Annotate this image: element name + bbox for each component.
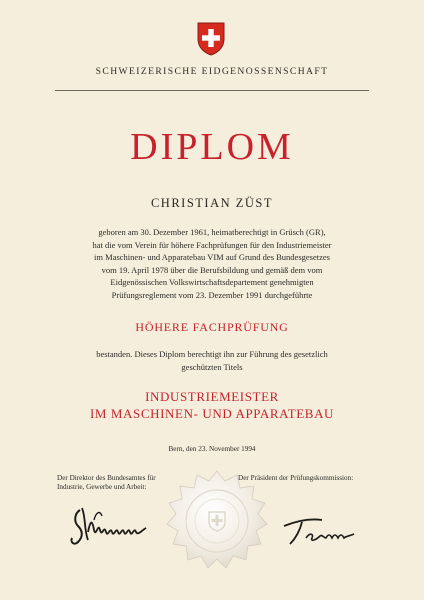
passed-line: geschützten Titels xyxy=(181,361,243,372)
embossed-seal-icon xyxy=(165,469,269,573)
body-line: geboren am 30. Dezember 1961, heimatberechtigt in Grüsch (GR), xyxy=(98,227,326,237)
left-label-line: Industrie, Gewerbe und Arbeit: xyxy=(57,483,147,492)
degree-line: IM MASCHINEN- UND APPARATEBAU xyxy=(89,406,335,421)
left-signatory-label xyxy=(57,474,156,493)
recipient-name: CHRISTIAN ZÜST xyxy=(150,196,274,210)
body-line: Prüfungsreglement vom 23. Dezember 1991 durchgeführte xyxy=(111,289,313,300)
body-line: Eidgenössischen Volkswirtschaftsdepartement genehmigten xyxy=(110,277,314,288)
degree-line: INDUSTRIEMEISTER xyxy=(145,389,279,404)
swiss-cross-crest-icon xyxy=(197,22,225,56)
left-label-line: Der Direktor des Bundesamtes für xyxy=(57,474,156,482)
passed-text xyxy=(0,348,424,373)
degree-title xyxy=(0,388,424,422)
confederation-heading: SCHWEIZERISCHE EIDGENOSSENSCHAFT xyxy=(95,66,329,77)
diploma-body xyxy=(0,226,424,302)
body-line: im Maschinen- und Apparatebau VIM auf Grund des Bundesgesetzes xyxy=(94,252,330,263)
body-line: vom 19. April 1978 über die Berufsbildung und gemäß dem vom xyxy=(101,264,323,275)
body-line: hat die vom Verein für höhere Fachprüfungen für den Industriemeister xyxy=(92,239,332,250)
top-divider xyxy=(55,90,369,91)
diploma-title: DIPLOM xyxy=(130,126,294,168)
place-date: Bern, den 23. November 1994 xyxy=(168,445,256,453)
left-signature-icon xyxy=(66,500,156,550)
passed-line: bestanden. Dieses Diplom berechtigt ihn zur Führung des gesetzlich xyxy=(96,349,328,359)
exam-title: HÖHERE FACHPRÜFUNG xyxy=(135,320,289,334)
right-signatory-label: Der Präsident der Prüfungskommission: xyxy=(238,474,354,482)
right-signature-icon xyxy=(280,510,370,550)
